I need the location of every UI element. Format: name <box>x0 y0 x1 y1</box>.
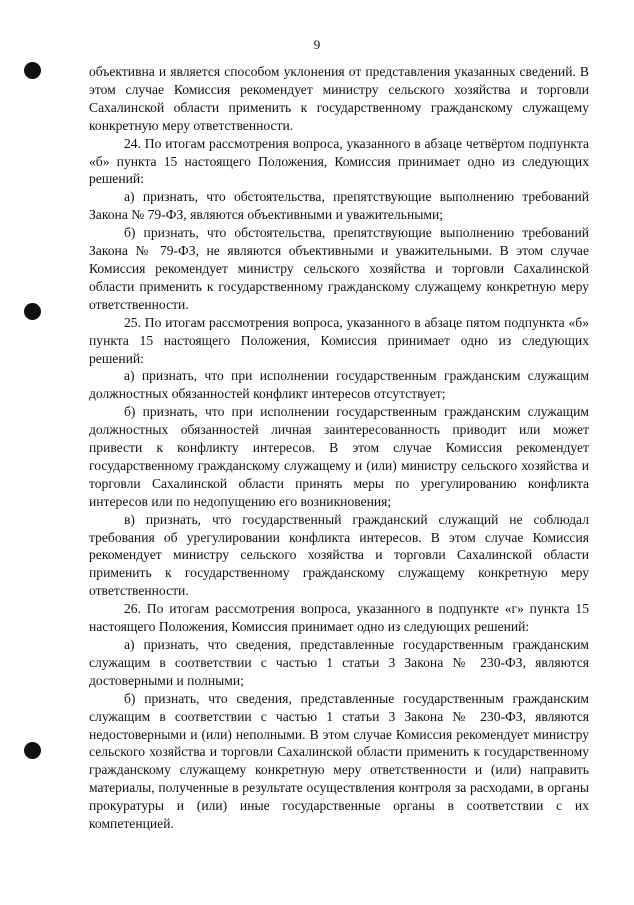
paragraph-25-a: а) признать, что при исполнении государственным гражданским служащим должностных обязанностей конфликт интересов отсутствует; <box>89 368 589 402</box>
binder-hole <box>24 62 41 79</box>
paragraph-23-continuation: объективна и является способом уклонения от представления указанных сведений. В этом случае Комиссия рекомендует министру сельского хозяйства и торговли Сахалинской области применить к государственному гражданскому служащему конкретную меру ответственности. <box>89 64 589 133</box>
paragraph-25-v: в) признать, что государственный гражданский служащий не соблюдал требования об урегулировании конфликта интересов. В этом случае Комиссия рекомендует министру сельского хозяйства и торговли Сахалинской области применить к государственному гражданскому служащему конкретную меру ответственности. <box>89 511 589 599</box>
paragraph-26-b: б) признать, что сведения, представленные государственным гражданским служащим в соответствии с частью 1 статьи 3 Закона № 230-ФЗ, являются недостоверными и (или) неполными. В этом случае Комиссия рекомендует министру сельского хозяйства и торговли Сахалинской области применить к государственному гражданскому служащему конкретную меру ответственности и (или) направить материалы, полученные в результате осуществления контроля за расходами, в органы прокуратуры и (или) иные государственные органы в соответствии с их компетенцией. <box>89 690 589 832</box>
binder-hole <box>24 742 41 759</box>
paragraph-25-b: б) признать, что при исполнении государственным гражданским служащим должностных обязанностей личная заинтересованность приводит или может привести к конфликту интересов. В этом случае Комиссия рекомендует государственному гражданскому служащему и (или) министру сельского хозяйства и торговли Сахалинской области принять меры по урегулированию конфликта интересов или по недопущению его возникновения; <box>89 404 589 509</box>
page-number: 9 <box>313 37 321 52</box>
paragraph-24-a: а) признать, что обстоятельства, препятствующие выполнению требований Закона № 79-ФЗ, являются объективными и уважительными; <box>89 189 589 223</box>
paragraph-24: 24. По итогам рассмотрения вопроса, указанного в абзаце четвёртом подпункта «б» пункта 15 настоящего Положения, Комиссия принимает одно из следующих решений: <box>89 135 589 187</box>
binder-hole <box>24 303 41 320</box>
paragraph-26: 26. По итогам рассмотрения вопроса, указанного в подпункте «г» пункта 15 настоящего Положения, Комиссия принимает одно из следующих решений: <box>89 601 589 635</box>
document-body <box>89 63 589 833</box>
paragraph-24-b: б) признать, что обстоятельства, препятствующие выполнению требований Закона № 79-ФЗ, не являются объективными и уважительными. В этом случае Комиссия рекомендует министру сельского хозяйства и торговли Сахалинской области применить к государственному гражданскому служащему конкретную меру ответственности. <box>89 225 589 312</box>
paragraph-26-a: а) признать, что сведения, представленные государственным гражданским служащим в соответствии с частью 1 статьи 3 Закона № 230-ФЗ, являются достоверными и полными; <box>89 637 589 688</box>
paragraph-25: 25. По итогам рассмотрения вопроса, указанного в абзаце пятом подпункта «б» пункта 15 настоящего Положения, Комиссия принимает одно из следующих решений: <box>89 314 589 366</box>
